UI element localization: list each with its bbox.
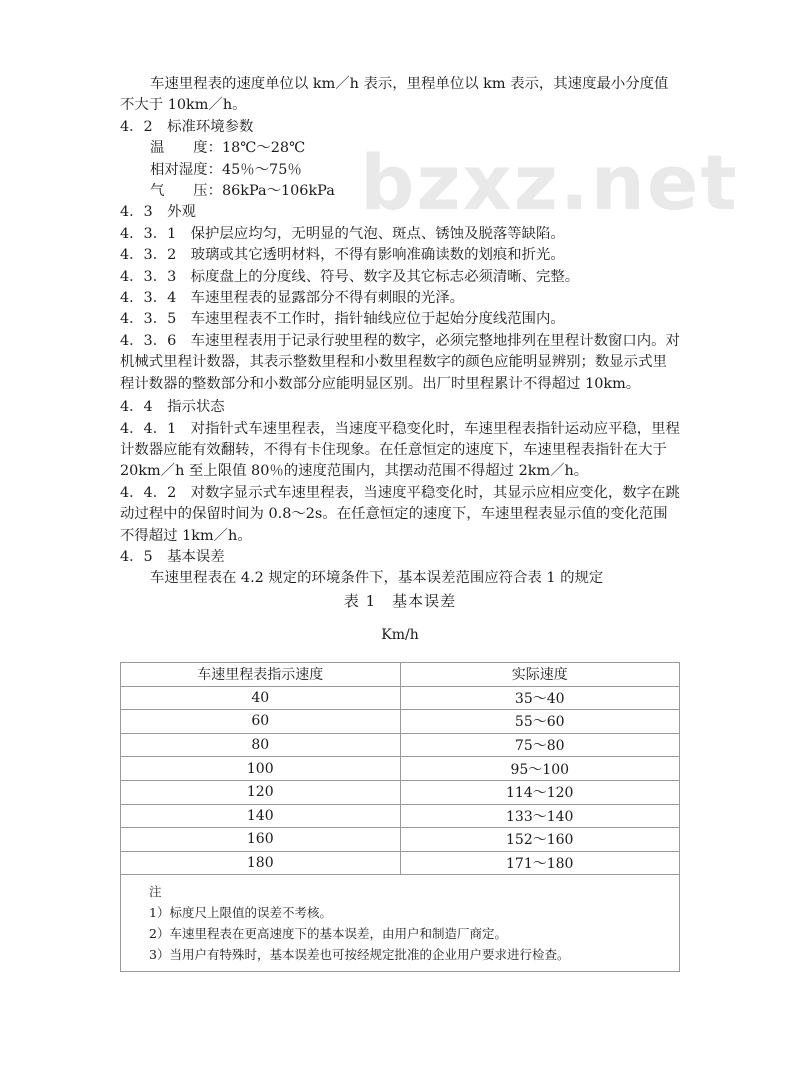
clause-4-3-4: 4．3．4 车速里程表的显露部分不得有刺眼的光泽。 — [120, 290, 465, 307]
actual-speed-cell: 75～80 — [400, 733, 680, 757]
indicated-speed-cell: 80 — [121, 733, 401, 757]
basic-error-table — [120, 662, 680, 972]
table-row — [121, 851, 680, 875]
table-title: 表 1 基本误差 — [343, 592, 457, 610]
note-2: 2）车速里程表在更高速度下的基本误差，由用户和制造厂商定。 — [149, 926, 507, 942]
clause-4-3-3: 4．3．3 标度盘上的分度线、符号、数字及其它标志必须清晰、完整。 — [120, 268, 580, 285]
table-row — [121, 780, 680, 804]
table-row — [121, 686, 680, 710]
table-row — [121, 733, 680, 757]
env-humidity: 相对湿度：45％～75％ — [150, 161, 302, 178]
actual-speed-cell: 35～40 — [400, 686, 680, 710]
note-1: 1）标度尺上限值的误差不考核。 — [149, 905, 332, 921]
indicated-speed-cell: 120 — [121, 780, 401, 804]
actual-speed-cell: 55～60 — [400, 710, 680, 734]
clause-4-3-5: 4．3．5 车速里程表不工作时，指针轴线应位于起始分度线范围内。 — [120, 311, 565, 328]
env-temperature: 温 度：18℃～28℃ — [150, 140, 306, 157]
table-row — [121, 804, 680, 828]
clause-4-4-1: 4．4．1 对指针式车速里程表，当速度平稳变化时，车速里程表指针运动应平稳，里程计数器应能有效翻转，不得有卡住现象。在任意恒定的速度下，车速里程表指针在大于 20km／h 至上限值 80％的速度范围内，其摆动范围不得超过 2km／h。 — [120, 420, 680, 480]
indicated-speed-cell: 60 — [121, 710, 401, 734]
clause-4-3-6: 4．3．6 车速里程表用于记录行驶里程的数字，必须完整地排列在里程计数窗口内。对机械式里程计数器，其表示整数里程和小数里程数字的颜色应能明显辨别；数显示式里程计数器的整数部分和小数部分应能明显区别。出厂时里程累计不得超过 10km。 — [120, 332, 680, 392]
header-indicated-speed: 车速里程表指示速度 — [121, 663, 401, 687]
actual-speed-cell: 152～160 — [400, 828, 680, 852]
header-actual-speed: 实际速度 — [400, 663, 680, 687]
watermark: bzxz.net — [360, 138, 739, 227]
actual-speed-cell: 171～180 — [400, 851, 680, 875]
indicated-speed-cell: 100 — [121, 757, 401, 781]
indicated-speed-cell: 140 — [121, 804, 401, 828]
env-pressure: 气 压：86kPa～106kPa — [150, 183, 335, 200]
section-heading-4-4: 4．4 指示状态 — [120, 399, 225, 416]
section-heading-4-5: 4．5 基本误差 — [120, 548, 225, 565]
clause-4-3-1: 4．3．1 保护层应均匀，无明显的气泡、斑点、锈蚀及脱落等缺陷。 — [120, 225, 565, 242]
table-unit: Km/h — [381, 627, 419, 643]
table-row — [121, 757, 680, 781]
indicated-speed-cell: 180 — [121, 851, 401, 875]
table-header-row — [121, 663, 680, 687]
actual-speed-cell: 133～140 — [400, 804, 680, 828]
notes-label: 注 — [149, 884, 162, 900]
table-notes — [121, 875, 680, 972]
actual-speed-cell: 114～120 — [400, 780, 680, 804]
document-body — [120, 74, 680, 590]
table-row — [121, 710, 680, 734]
intro-paragraph: 车速里程表的速度单位以 km／h 表示，里程单位以 km 表示，其速度最小分度值不大于 10km／h。 — [120, 76, 669, 114]
clause-4-3-2: 4．3．2 玻璃或其它透明材料，不得有影响准确读数的划痕和折光。 — [120, 247, 565, 264]
table-row — [121, 828, 680, 852]
actual-speed-cell: 95～100 — [400, 757, 680, 781]
table-notes-row — [121, 875, 680, 972]
section-heading-4-2: 4．2 标准环境参数 — [120, 118, 254, 135]
indicated-speed-cell: 160 — [121, 828, 401, 852]
indicated-speed-cell: 40 — [121, 686, 401, 710]
section-heading-4-3: 4．3 外观 — [120, 204, 196, 221]
clause-4-4-2: 4．4．2 对数字显示式车速里程表，当速度平稳变化时，其显示应相应变化，数字在跳动过程中的保留时间为 0.8～2s。在任意恒定的速度下，车速里程表显示值的变化范围不得超过 1km／h。 — [120, 484, 680, 544]
clause-4-5: 车速里程表在 4.2 规定的环境条件下，基本误差范围应符合表 1 的规定 — [150, 570, 604, 587]
note-3: 3）当用户有特殊时，基本误差也可按经规定批准的企业用户要求进行检查。 — [149, 947, 570, 963]
